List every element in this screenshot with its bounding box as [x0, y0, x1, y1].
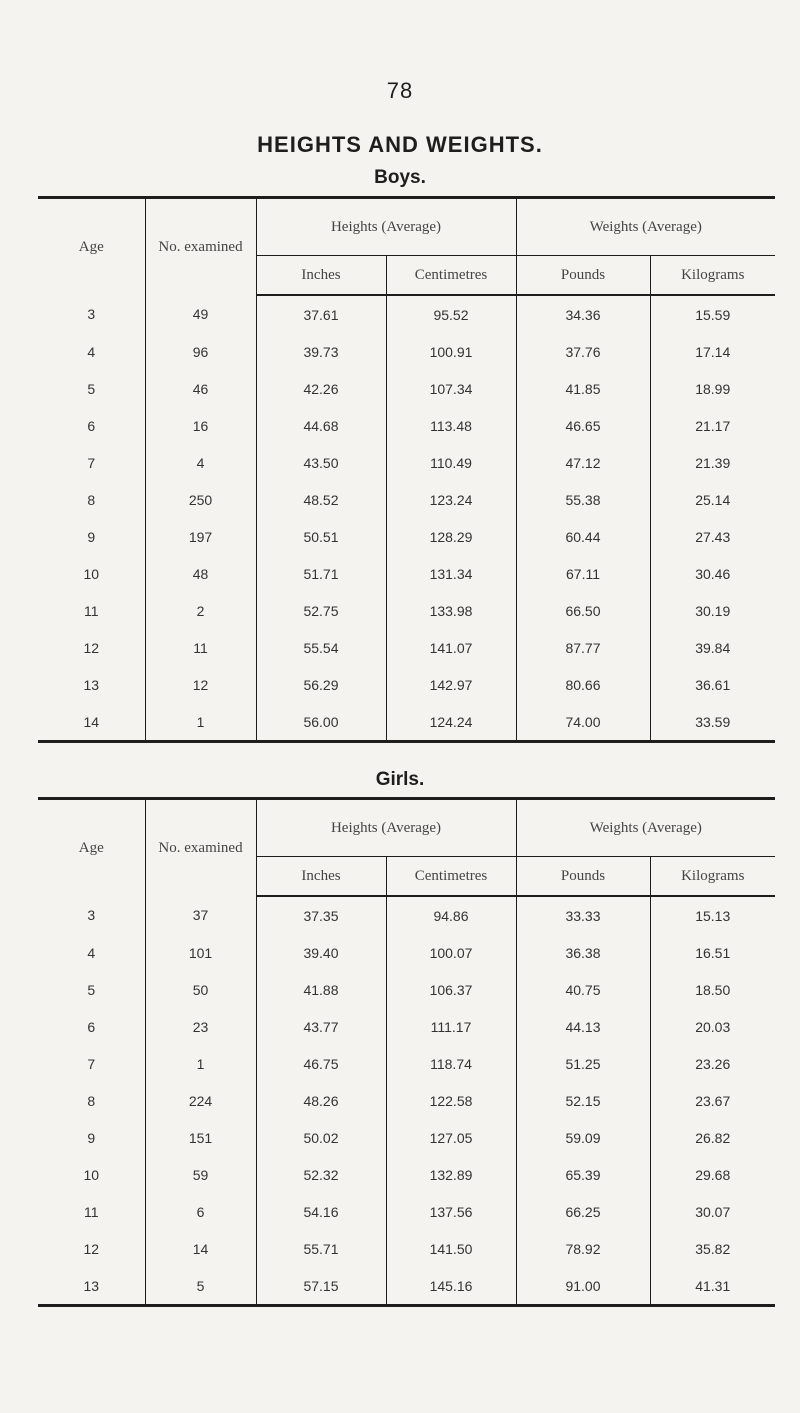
table-row [38, 971, 775, 1008]
kilograms-cell: 29.68 [650, 1156, 775, 1193]
centimetres-cell: 133.98 [386, 592, 516, 629]
examined-cell: 5 [145, 1267, 256, 1306]
header-kilograms: Kilograms [650, 857, 775, 897]
boys-table-body [38, 295, 775, 742]
age-cell: 6 [87, 417, 96, 434]
centimetres-cell: 124.24 [386, 703, 516, 742]
centimetres-cell: 100.91 [386, 333, 516, 370]
table-row [38, 1045, 775, 1082]
header-pounds: Pounds [516, 857, 650, 897]
age-cell: 3 [87, 306, 96, 322]
age-cell: 10 [83, 565, 100, 582]
page-number: 78 [386, 78, 414, 103]
kilograms-cell: 35.82 [650, 1230, 775, 1267]
centimetres-cell: 127.05 [386, 1119, 516, 1156]
examined-cell: 16 [145, 407, 256, 444]
table-row [38, 1008, 775, 1045]
header-centimetres: Centimetres [386, 256, 516, 296]
examined-cell: 50 [145, 971, 256, 1008]
table-row [38, 1156, 775, 1193]
girls-section-title: Girls. [375, 769, 425, 790]
inches-cell: 48.52 [256, 481, 386, 518]
centimetres-cell: 145.16 [386, 1267, 516, 1306]
inches-cell: 57.15 [256, 1267, 386, 1306]
pounds-cell: 59.09 [516, 1119, 650, 1156]
inches-cell: 46.75 [256, 1045, 386, 1082]
inches-cell: 43.77 [256, 1008, 386, 1045]
header-age: Age [78, 839, 104, 856]
pounds-cell: 66.25 [516, 1193, 650, 1230]
examined-cell: 49 [145, 295, 256, 333]
kilograms-cell: 23.67 [650, 1082, 775, 1119]
kilograms-cell: 25.14 [650, 481, 775, 518]
inches-cell: 43.50 [256, 444, 386, 481]
table-row [38, 555, 775, 592]
kilograms-cell: 15.59 [650, 295, 775, 333]
examined-cell: 6 [145, 1193, 256, 1230]
inches-cell: 50.51 [256, 518, 386, 555]
pounds-cell: 67.11 [516, 555, 650, 592]
table-row [38, 1193, 775, 1230]
centimetres-cell: 95.52 [386, 295, 516, 333]
pounds-cell: 52.15 [516, 1082, 650, 1119]
table-row [38, 295, 775, 333]
kilograms-cell: 21.17 [650, 407, 775, 444]
table-row [38, 370, 775, 407]
examined-cell: 96 [145, 333, 256, 370]
centimetres-cell: 141.07 [386, 629, 516, 666]
header-kilograms: Kilograms [650, 256, 775, 296]
pounds-cell: 37.76 [516, 333, 650, 370]
examined-cell: 101 [145, 934, 256, 971]
header-examined: No. examined [145, 799, 256, 897]
table-row [38, 592, 775, 629]
examined-cell: 46 [145, 370, 256, 407]
age-cell: 4 [87, 343, 96, 360]
centimetres-cell: 94.86 [386, 896, 516, 934]
pounds-cell: 80.66 [516, 666, 650, 703]
pounds-cell: 47.12 [516, 444, 650, 481]
age-cell: 8 [87, 491, 96, 508]
age-cell: 9 [87, 528, 96, 545]
inches-cell: 56.00 [256, 703, 386, 742]
kilograms-cell: 18.99 [650, 370, 775, 407]
pounds-cell: 44.13 [516, 1008, 650, 1045]
centimetres-cell: 123.24 [386, 481, 516, 518]
header-inches: Inches [256, 857, 386, 897]
table-row [38, 444, 775, 481]
pounds-cell: 65.39 [516, 1156, 650, 1193]
examined-cell: 1 [145, 703, 256, 742]
table-row [38, 407, 775, 444]
header-centimetres: Centimetres [386, 857, 516, 897]
examined-cell: 250 [145, 481, 256, 518]
kilograms-cell: 16.51 [650, 934, 775, 971]
table-row [38, 934, 775, 971]
age-cell: 3 [87, 907, 96, 923]
examined-cell: 11 [145, 629, 256, 666]
age-cell: 13 [83, 676, 100, 693]
inches-cell: 56.29 [256, 666, 386, 703]
age-cell: 5 [87, 981, 96, 998]
centimetres-cell: 142.97 [386, 666, 516, 703]
centimetres-cell: 141.50 [386, 1230, 516, 1267]
header-weights: Weights (Average) [516, 799, 775, 857]
kilograms-cell: 36.61 [650, 666, 775, 703]
examined-cell: 12 [145, 666, 256, 703]
kilograms-cell: 18.50 [650, 971, 775, 1008]
centimetres-cell: 131.34 [386, 555, 516, 592]
examined-cell: 197 [145, 518, 256, 555]
age-cell: 11 [83, 602, 99, 619]
inches-cell: 37.61 [256, 295, 386, 333]
examined-cell: 4 [145, 444, 256, 481]
pounds-cell: 34.36 [516, 295, 650, 333]
centimetres-cell: 106.37 [386, 971, 516, 1008]
pounds-cell: 33.33 [516, 896, 650, 934]
kilograms-cell: 41.31 [650, 1267, 775, 1306]
pounds-cell: 87.77 [516, 629, 650, 666]
kilograms-cell: 33.59 [650, 703, 775, 742]
centimetres-cell: 111.17 [386, 1008, 516, 1045]
table-row [38, 896, 775, 934]
age-cell: 11 [83, 1203, 99, 1220]
header-heights: Heights (Average) [256, 198, 516, 256]
header-inches: Inches [256, 256, 386, 296]
table-row [38, 1119, 775, 1156]
inches-cell: 41.88 [256, 971, 386, 1008]
centimetres-cell: 132.89 [386, 1156, 516, 1193]
examined-cell: 48 [145, 555, 256, 592]
inches-cell: 37.35 [256, 896, 386, 934]
age-cell: 4 [87, 944, 96, 961]
table-row [38, 333, 775, 370]
kilograms-cell: 27.43 [650, 518, 775, 555]
age-cell: 14 [83, 713, 100, 730]
inches-cell: 48.26 [256, 1082, 386, 1119]
age-cell: 7 [87, 454, 96, 471]
header-pounds: Pounds [516, 256, 650, 296]
centimetres-cell: 137.56 [386, 1193, 516, 1230]
age-cell: 6 [87, 1018, 96, 1035]
pounds-cell: 78.92 [516, 1230, 650, 1267]
examined-cell: 1 [145, 1045, 256, 1082]
examined-cell: 37 [145, 896, 256, 934]
table-row [38, 481, 775, 518]
boys-section-title: Boys. [374, 167, 426, 188]
pounds-cell: 55.38 [516, 481, 650, 518]
age-cell: 7 [87, 1055, 96, 1072]
table-row [38, 1267, 775, 1306]
pounds-cell: 36.38 [516, 934, 650, 971]
inches-cell: 54.16 [256, 1193, 386, 1230]
centimetres-cell: 113.48 [386, 407, 516, 444]
table-row [38, 518, 775, 555]
pounds-cell: 66.50 [516, 592, 650, 629]
age-cell: 8 [87, 1092, 96, 1109]
centimetres-cell: 107.34 [386, 370, 516, 407]
girls-table [38, 797, 775, 1307]
examined-cell: 23 [145, 1008, 256, 1045]
examined-cell: 59 [145, 1156, 256, 1193]
centimetres-cell: 110.49 [386, 444, 516, 481]
pounds-cell: 40.75 [516, 971, 650, 1008]
inches-cell: 50.02 [256, 1119, 386, 1156]
age-cell: 9 [87, 1129, 96, 1146]
examined-cell: 14 [145, 1230, 256, 1267]
page-title: HEIGHTS AND WEIGHTS. [257, 132, 543, 157]
examined-cell: 2 [145, 592, 256, 629]
kilograms-cell: 20.03 [650, 1008, 775, 1045]
examined-cell: 224 [145, 1082, 256, 1119]
kilograms-cell: 17.14 [650, 333, 775, 370]
header-heights: Heights (Average) [256, 799, 516, 857]
kilograms-cell: 30.46 [650, 555, 775, 592]
pounds-cell: 51.25 [516, 1045, 650, 1082]
table-row [38, 703, 775, 742]
inches-cell: 51.71 [256, 555, 386, 592]
inches-cell: 55.71 [256, 1230, 386, 1267]
inches-cell: 39.73 [256, 333, 386, 370]
age-cell: 13 [83, 1277, 100, 1294]
inches-cell: 42.26 [256, 370, 386, 407]
header-weights: Weights (Average) [516, 198, 775, 256]
inches-cell: 44.68 [256, 407, 386, 444]
pounds-cell: 74.00 [516, 703, 650, 742]
pounds-cell: 46.65 [516, 407, 650, 444]
age-cell: 10 [83, 1166, 100, 1183]
table-row [38, 1230, 775, 1267]
centimetres-cell: 100.07 [386, 934, 516, 971]
girls-table-body [38, 896, 775, 1306]
inches-cell: 39.40 [256, 934, 386, 971]
age-cell: 5 [87, 380, 96, 397]
inches-cell: 52.75 [256, 592, 386, 629]
kilograms-cell: 26.82 [650, 1119, 775, 1156]
centimetres-cell: 122.58 [386, 1082, 516, 1119]
centimetres-cell: 128.29 [386, 518, 516, 555]
pounds-cell: 41.85 [516, 370, 650, 407]
inches-cell: 52.32 [256, 1156, 386, 1193]
inches-cell: 55.54 [256, 629, 386, 666]
table-row [38, 1082, 775, 1119]
kilograms-cell: 15.13 [650, 896, 775, 934]
kilograms-cell: 23.26 [650, 1045, 775, 1082]
kilograms-cell: 39.84 [650, 629, 775, 666]
kilograms-cell: 21.39 [650, 444, 775, 481]
table-row [38, 666, 775, 703]
examined-cell: 151 [145, 1119, 256, 1156]
centimetres-cell: 118.74 [386, 1045, 516, 1082]
pounds-cell: 91.00 [516, 1267, 650, 1306]
pounds-cell: 60.44 [516, 518, 650, 555]
age-cell: 12 [83, 1240, 100, 1257]
header-age: Age [78, 238, 104, 255]
kilograms-cell: 30.07 [650, 1193, 775, 1230]
header-examined: No. examined [145, 198, 256, 296]
table-row [38, 629, 775, 666]
kilograms-cell: 30.19 [650, 592, 775, 629]
boys-table [38, 196, 775, 743]
age-cell: 12 [83, 639, 100, 656]
